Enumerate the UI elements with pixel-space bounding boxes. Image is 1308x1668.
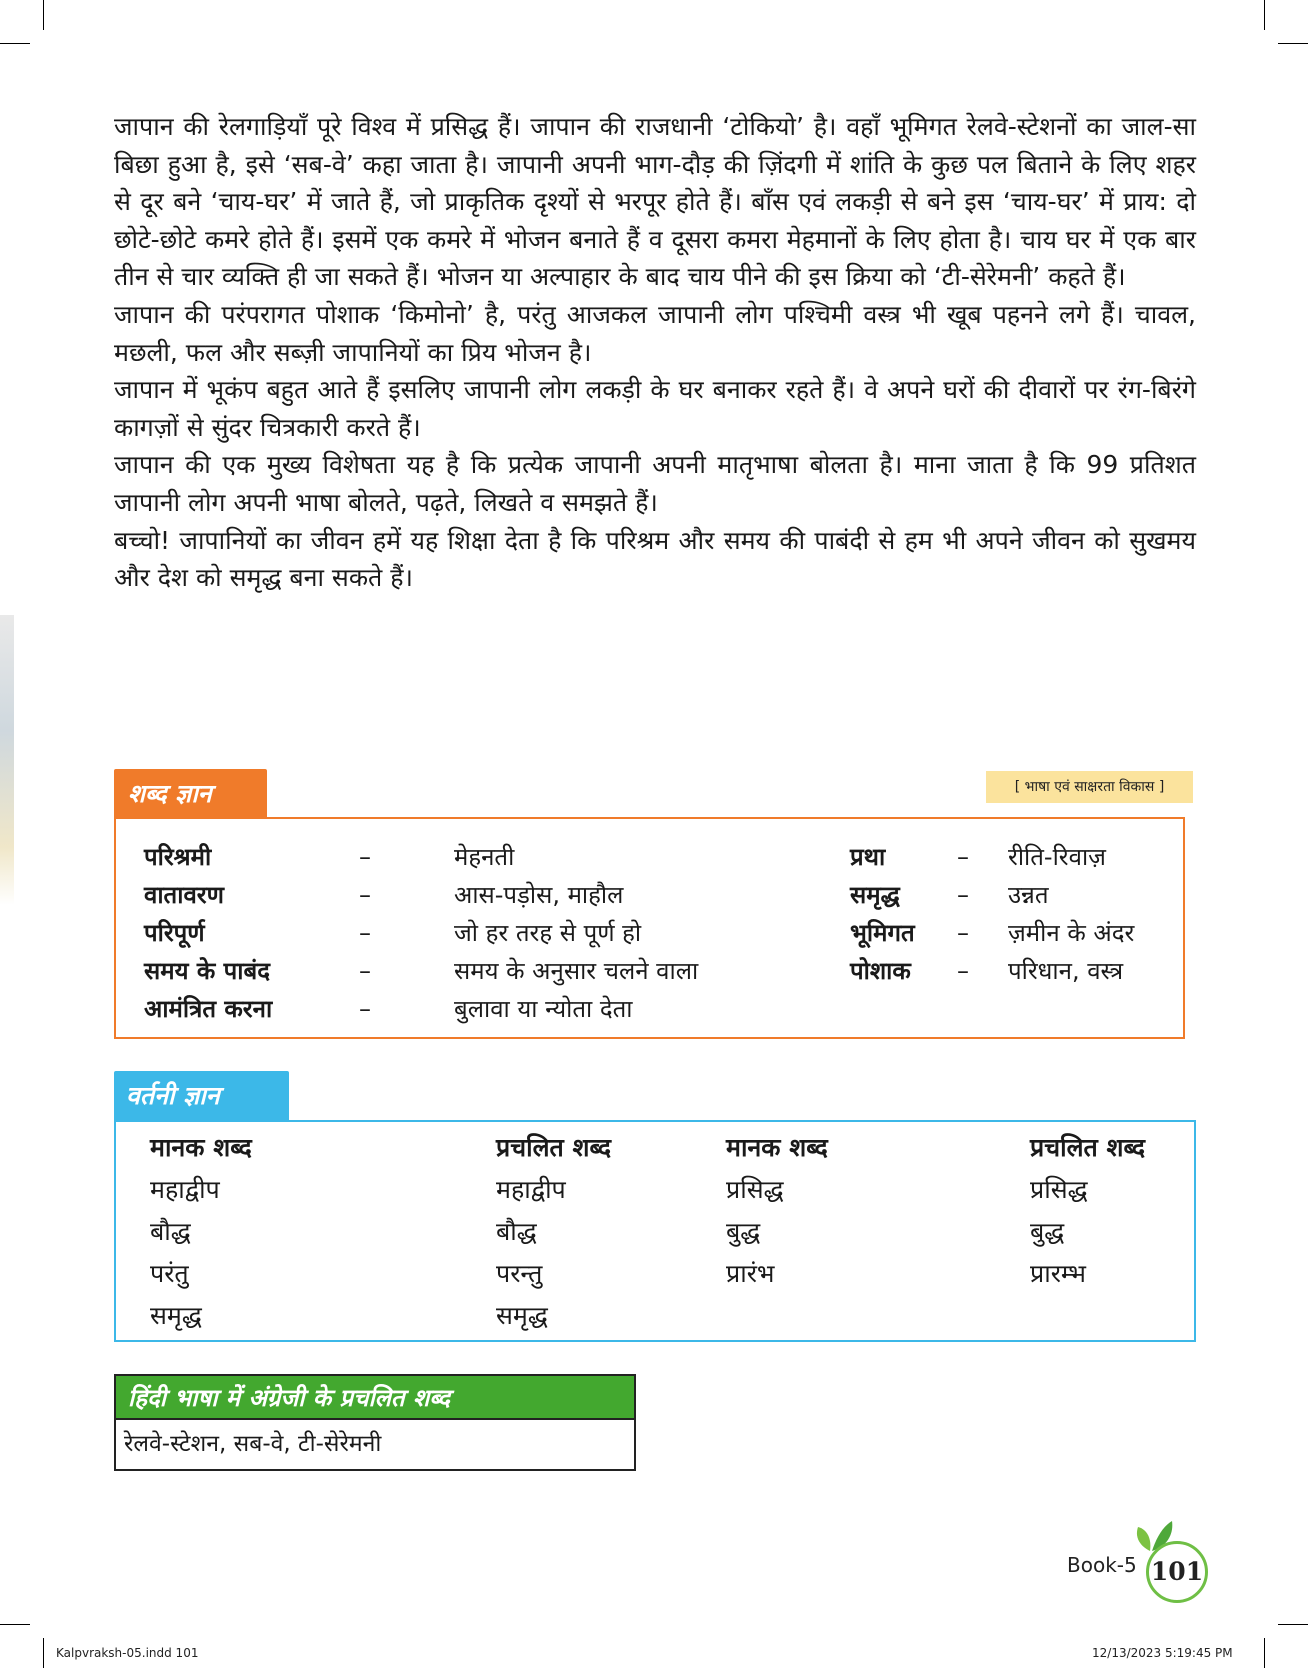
word-cell: महाद्वीप (496, 1175, 566, 1204)
vartani-gyan-heading: वर्तनी ज्ञान (114, 1071, 289, 1121)
column-header: मानक शब्द (726, 1133, 828, 1162)
vocab-dash: – (957, 919, 969, 947)
angrezi-shabd-heading: हिंदी भाषा में अंग्रेजी के प्रचलित शब्द (114, 1374, 636, 1418)
word-cell: बौद्ध (150, 1217, 191, 1246)
vocab-dash: – (359, 919, 371, 947)
word-cell: परन्तु (496, 1259, 543, 1288)
vocab-dash: – (957, 843, 969, 871)
shabd-gyan-heading: शब्द ज्ञान (114, 769, 267, 818)
vocab-dash: – (957, 957, 969, 985)
word-cell: प्रारम्भ (1030, 1259, 1087, 1288)
vocab-term: आमंत्रित करना (144, 995, 273, 1023)
crop-mark (0, 1624, 30, 1625)
vocab-meaning: बुलावा या न्योता देता (454, 995, 633, 1023)
shabd-gyan-box (114, 817, 1185, 1039)
vocab-meaning: परिधान, वस्त्र (1008, 957, 1124, 985)
vocab-dash: – (359, 995, 371, 1023)
vocab-meaning: मेहनती (454, 843, 515, 871)
paragraph: जापान में भूकंप बहुत आते हैं इसलिए जापानी लोग लकड़ी के घर बनाकर रहते हैं। वे अपने घरों की दीवारों पर रंग-बिरंगे कागज़ों से सुंदर चित्रकारी करते हैं। (114, 375, 1196, 442)
paragraph: जापान की परंपरागत पोशाक ‘किमोनो’ है, परंतु आजकल जापानी लोग पश्चिमी वस्त्र भी खूब पहनने लगे हैं। चावल, मछली, फल और सब्ज़ी जापानियों का प्रिय भोजन है। (114, 299, 1196, 367)
vocab-term: वातावरण (144, 881, 224, 909)
vocab-meaning: रीति-रिवाज़ (1008, 843, 1106, 871)
word-cell: प्रारंभ (726, 1259, 775, 1288)
vocab-dash: – (359, 957, 371, 985)
crop-mark (1264, 0, 1265, 30)
vocab-term: परिश्रमी (144, 843, 212, 871)
word-cell: बुद्ध (1030, 1217, 1065, 1246)
word-cell: बौद्ध (496, 1217, 537, 1246)
vocab-meaning: आस-पड़ोस, माहौल (454, 881, 624, 909)
vocab-meaning: समय के अनुसार चलने वाला (454, 957, 699, 985)
vocab-dash: – (359, 843, 371, 871)
vocab-dash: – (957, 881, 969, 909)
word-cell: बुद्ध (726, 1217, 761, 1246)
margin-illustration (0, 615, 14, 905)
crop-mark (0, 43, 30, 44)
vocab-term: भूमिगत (850, 919, 915, 947)
word-cell: समृद्ध (496, 1301, 548, 1330)
paragraph: जापान की एक मुख्य विशेषता यह है कि प्रत्येक जापानी अपनी मातृभाषा बोलता है। माना जाता है कि 99 प्रतिशत जापानी लोग अपनी भाषा बोलते, पढ़ते, लिखते व समझते हैं। (114, 450, 1196, 517)
angrezi-shabd-box (114, 1418, 636, 1471)
angrezi-shabd-list: रेलवे-स्टेशन, सब-वे, टी-सेरेमनी (124, 1431, 382, 1457)
vocab-term: समृद्ध (850, 881, 900, 909)
crop-mark (43, 1638, 44, 1668)
vocab-term: परिपूर्ण (144, 919, 205, 947)
word-cell: महाद्वीप (150, 1175, 220, 1204)
footer-timestamp: 12/13/2023 5:19:45 PM (1092, 1646, 1233, 1660)
column-header: प्रचलित शब्द (1030, 1133, 1146, 1162)
vocab-term: समय के पाबंद (144, 957, 270, 985)
word-cell: समृद्ध (150, 1301, 202, 1330)
word-cell: परंतु (150, 1259, 189, 1288)
skill-tag: [ भाषा एवं साक्षरता विकास ] (986, 771, 1193, 803)
footer-file: Kalpvraksh-05.indd 101 (56, 1646, 199, 1660)
paragraph: बच्चो! जापानियों का जीवन हमें यह शिक्षा देता है कि परिश्रम और समय की पाबंदी से हम भी अपने जीवन को सुखमय और देश को समृद्ध बना सकते हैं। (114, 525, 1196, 593)
vartani-gyan-box (114, 1120, 1196, 1342)
vocab-term: प्रथा (850, 843, 886, 871)
crop-mark (1264, 1638, 1265, 1668)
crop-mark (1278, 1624, 1308, 1625)
column-header: प्रचलित शब्द (496, 1133, 612, 1162)
page-number: 101 (1146, 1541, 1208, 1603)
vocab-meaning: उन्नत (1008, 881, 1049, 909)
vocab-meaning: जो हर तरह से पूर्ण हो (454, 919, 642, 947)
vocab-meaning: ज़मीन के अंदर (1008, 919, 1135, 947)
word-cell: प्रसिद्ध (726, 1175, 784, 1204)
vocab-dash: – (359, 881, 371, 909)
paragraph: जापान की रेलगाड़ियाँ पूरे विश्व में प्रसिद्ध हैं। जापान की राजधानी ‘टोकियो’ है। वहाँ भूमिगत रेलवे-स्टेशनों का जाल-सा बिछा हुआ है, इसे ‘सब-वे’ कहा जाता है। जापानी अपनी भाग-दौड़ की ज़िंदगी में शांति के कुछ पल बिताने के लिए शहर से दूर बने ‘चाय-घर’ में जाते हैं, जो प्राकृतिक दृश्यों से भरपूर होते हैं। बाँस एवं लकड़ी से बने इस ‘चाय-घर’ में प्राय: दो छोटे-छोटे कमरे होते हैं। इसमें एक कमरे में भोजन बनाते हैं व दूसरा कमरा मेहमानों के लिए होता है। चाय घर में एक बार तीन से चार व्यक्ति ही जा सकते हैं। भोजन या अल्पाहार के बाद चाय पीने की इस क्रिया को ‘टी-सेरेमनी’ कहते हैं। (114, 112, 1196, 292)
crop-mark (43, 0, 44, 30)
book-label: Book-5 (1067, 1553, 1137, 1577)
word-cell: प्रसिद्ध (1030, 1175, 1088, 1204)
crop-mark (1278, 43, 1308, 44)
column-header: मानक शब्द (150, 1133, 252, 1162)
passage (114, 108, 1196, 597)
vocab-term: पोशाक (850, 957, 911, 985)
